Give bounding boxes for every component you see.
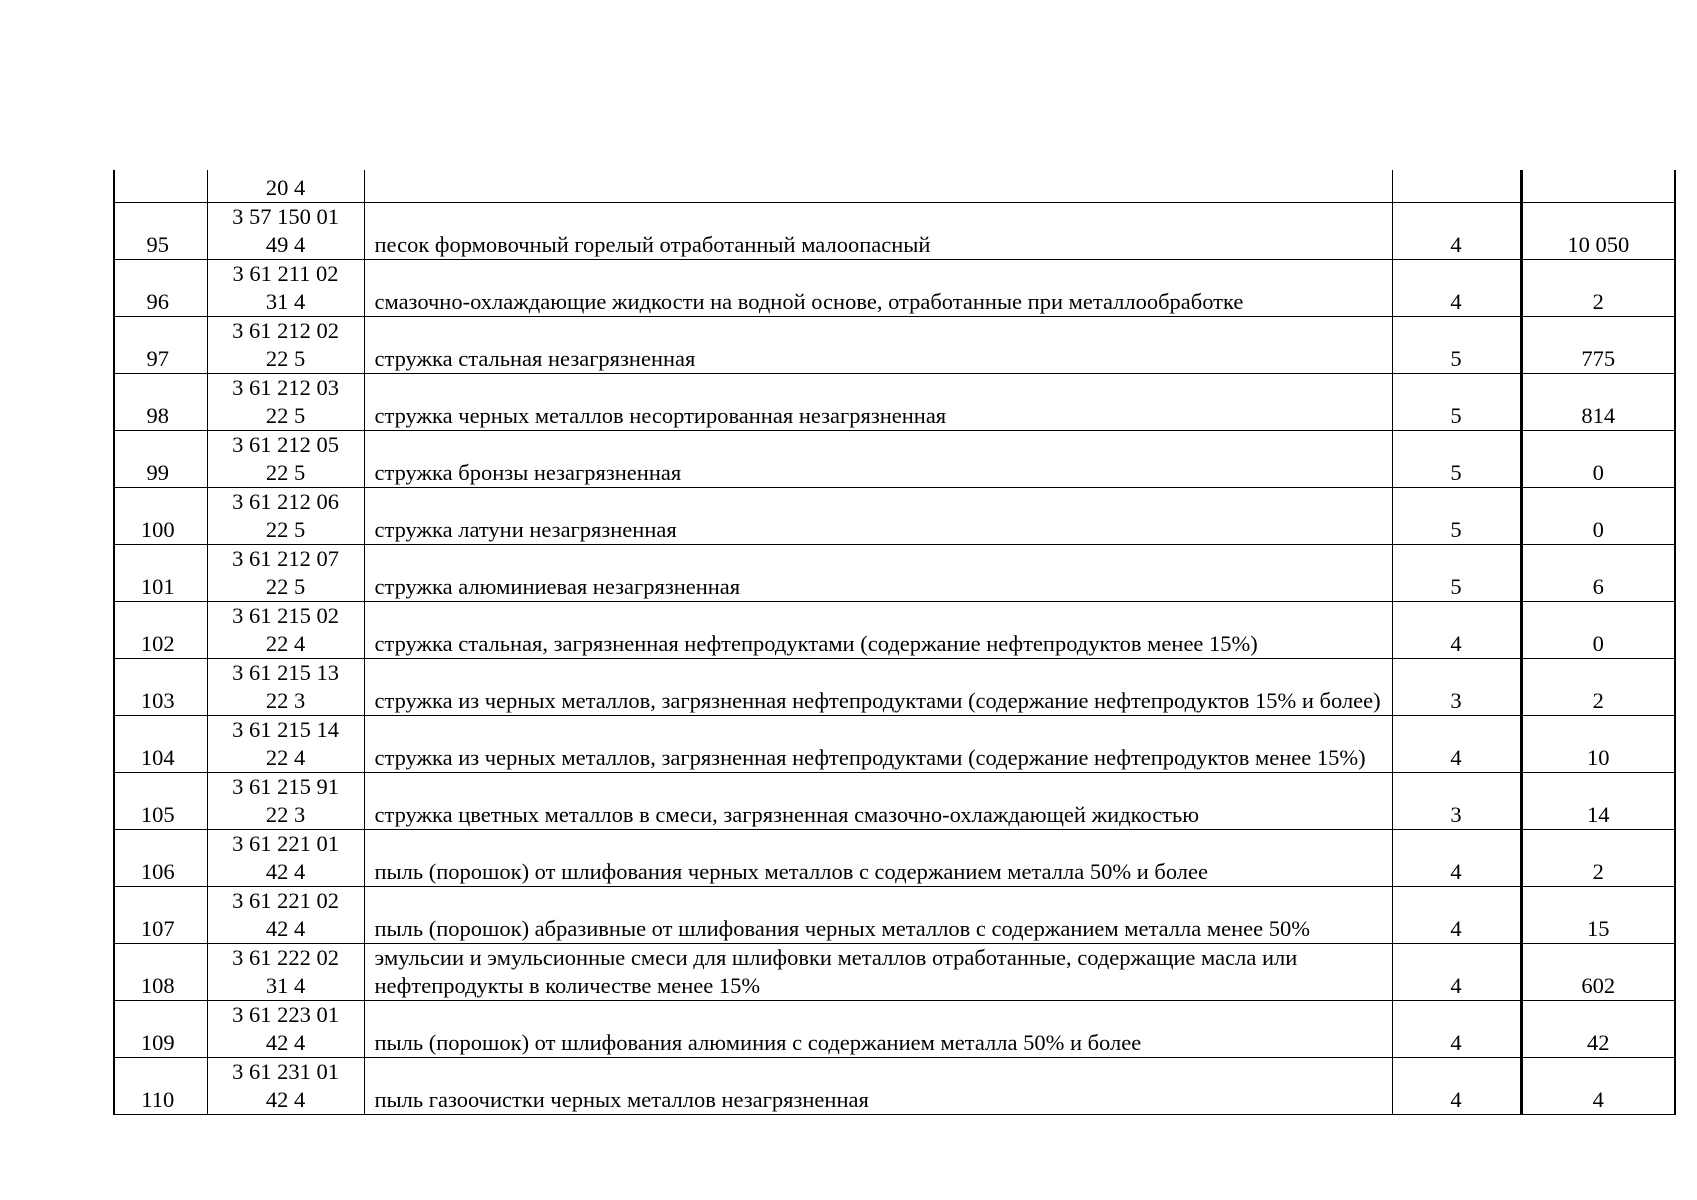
amount-cell: 2: [1521, 829, 1675, 886]
table-row: [114, 601, 1675, 658]
waste-name-cell: эмульсии и эмульсионные смеси для шлифовки металлов отработанные, содержащие масла или нефтепродукты в количестве менее 15%: [364, 943, 1392, 1000]
waste-code-cell: 3 61 221 02 42 4: [207, 886, 364, 943]
hazard-class-cell: 4: [1392, 943, 1521, 1000]
row-number-cell: 100: [114, 487, 207, 544]
amount-cell: 10 050: [1521, 202, 1675, 259]
waste-name-cell: пыль газоочистки черных металлов незагрязненная: [364, 1057, 1392, 1114]
hazard-class-cell: 5: [1392, 316, 1521, 373]
waste-name-cell: песок формовочный горелый отработанный малоопасный: [364, 202, 1392, 259]
amount-cell: 2: [1521, 658, 1675, 715]
row-number-cell: 96: [114, 259, 207, 316]
waste-name-cell: стружка цветных металлов в смеси, загрязненная смазочно-охлаждающей жидкостью: [364, 772, 1392, 829]
table-row: [114, 1000, 1675, 1057]
table-row: [114, 202, 1675, 259]
waste-name-cell: пыль (порошок) от шлифования алюминия с содержанием металла 50% и более: [364, 1000, 1392, 1057]
hazard-class-cell: 4: [1392, 601, 1521, 658]
table-row: [114, 430, 1675, 487]
waste-name-cell: пыль (порошок) абразивные от шлифования черных металлов с содержанием металла менее 50%: [364, 886, 1392, 943]
waste-name-cell: [364, 170, 1392, 202]
waste-code-cell: 3 61 212 05 22 5: [207, 430, 364, 487]
waste-name-cell: стружка стальная незагрязненная: [364, 316, 1392, 373]
hazard-class-cell: 5: [1392, 373, 1521, 430]
row-number-cell: [114, 170, 207, 202]
amount-cell: 15: [1521, 886, 1675, 943]
waste-name-cell: стружка из черных металлов, загрязненная нефтепродуктами (содержание нефтепродуктов менее 15%): [364, 715, 1392, 772]
hazard-class-cell: 4: [1392, 202, 1521, 259]
amount-cell: 2: [1521, 259, 1675, 316]
row-number-cell: 105: [114, 772, 207, 829]
amount-cell: 775: [1521, 316, 1675, 373]
table-row: [114, 1057, 1675, 1114]
hazard-class-cell: 4: [1392, 1057, 1521, 1114]
row-number-cell: 103: [114, 658, 207, 715]
waste-name-cell: стружка черных металлов несортированная незагрязненная: [364, 373, 1392, 430]
table-row: [114, 829, 1675, 886]
row-number-cell: 110: [114, 1057, 207, 1114]
table-row: [114, 943, 1675, 1000]
waste-name-cell: стружка алюминиевая незагрязненная: [364, 544, 1392, 601]
amount-cell: 42: [1521, 1000, 1675, 1057]
hazard-class-cell: 4: [1392, 259, 1521, 316]
waste-code-cell: 3 61 222 02 31 4: [207, 943, 364, 1000]
row-number-cell: 98: [114, 373, 207, 430]
table-row: [114, 259, 1675, 316]
waste-code-cell: 3 61 231 01 42 4: [207, 1057, 364, 1114]
hazard-class-cell: 3: [1392, 658, 1521, 715]
row-number-cell: 97: [114, 316, 207, 373]
amount-cell: 0: [1521, 601, 1675, 658]
amount-cell: 6: [1521, 544, 1675, 601]
hazard-class-cell: 3: [1392, 772, 1521, 829]
row-number-cell: 107: [114, 886, 207, 943]
waste-code-cell: 3 61 221 01 42 4: [207, 829, 364, 886]
waste-name-cell: стружка бронзы незагрязненная: [364, 430, 1392, 487]
waste-code-cell: 3 61 211 02 31 4: [207, 259, 364, 316]
hazard-class-cell: 5: [1392, 487, 1521, 544]
amount-cell: 4: [1521, 1057, 1675, 1114]
table-row: [114, 772, 1675, 829]
waste-name-cell: стружка стальная, загрязненная нефтепродуктами (содержание нефтепродуктов менее 15%): [364, 601, 1392, 658]
hazard-class-cell: 5: [1392, 430, 1521, 487]
waste-code-cell: 3 61 215 91 22 3: [207, 772, 364, 829]
amount-cell: 0: [1521, 430, 1675, 487]
amount-cell: [1521, 170, 1675, 202]
hazard-class-cell: 5: [1392, 544, 1521, 601]
table-body: [114, 170, 1675, 1114]
table-row: [114, 544, 1675, 601]
waste-code-cell: 3 61 212 03 22 5: [207, 373, 364, 430]
hazard-class-cell: [1392, 170, 1521, 202]
waste-name-cell: смазочно-охлаждающие жидкости на водной основе, отработанные при металлообработке: [364, 259, 1392, 316]
amount-cell: 602: [1521, 943, 1675, 1000]
table-row: [114, 715, 1675, 772]
row-number-cell: 95: [114, 202, 207, 259]
waste-code-cell: 3 61 212 06 22 5: [207, 487, 364, 544]
waste-code-cell: 20 4: [207, 170, 364, 202]
row-number-cell: 102: [114, 601, 207, 658]
row-number-cell: 106: [114, 829, 207, 886]
waste-code-cell: 3 61 212 02 22 5: [207, 316, 364, 373]
table-row: [114, 658, 1675, 715]
waste-code-cell: 3 61 223 01 42 4: [207, 1000, 364, 1057]
amount-cell: 814: [1521, 373, 1675, 430]
waste-table: [113, 170, 1676, 1115]
table-row: [114, 886, 1675, 943]
amount-cell: 10: [1521, 715, 1675, 772]
waste-code-cell: 3 57 150 01 49 4: [207, 202, 364, 259]
table-row: [114, 487, 1675, 544]
waste-code-cell: 3 61 215 13 22 3: [207, 658, 364, 715]
hazard-class-cell: 4: [1392, 886, 1521, 943]
table-row: [114, 316, 1675, 373]
row-number-cell: 101: [114, 544, 207, 601]
waste-name-cell: стружка из черных металлов, загрязненная нефтепродуктами (содержание нефтепродуктов 15% и более): [364, 658, 1392, 715]
waste-code-cell: 3 61 212 07 22 5: [207, 544, 364, 601]
amount-cell: 14: [1521, 772, 1675, 829]
row-number-cell: 108: [114, 943, 207, 1000]
row-number-cell: 104: [114, 715, 207, 772]
waste-code-cell: 3 61 215 14 22 4: [207, 715, 364, 772]
table-row-continuation: [114, 170, 1675, 202]
row-number-cell: 99: [114, 430, 207, 487]
hazard-class-cell: 4: [1392, 715, 1521, 772]
table-row: [114, 373, 1675, 430]
waste-name-cell: стружка латуни незагрязненная: [364, 487, 1392, 544]
waste-name-cell: пыль (порошок) от шлифования черных металлов с содержанием металла 50% и более: [364, 829, 1392, 886]
row-number-cell: 109: [114, 1000, 207, 1057]
hazard-class-cell: 4: [1392, 829, 1521, 886]
amount-cell: 0: [1521, 487, 1675, 544]
hazard-class-cell: 4: [1392, 1000, 1521, 1057]
waste-code-cell: 3 61 215 02 22 4: [207, 601, 364, 658]
